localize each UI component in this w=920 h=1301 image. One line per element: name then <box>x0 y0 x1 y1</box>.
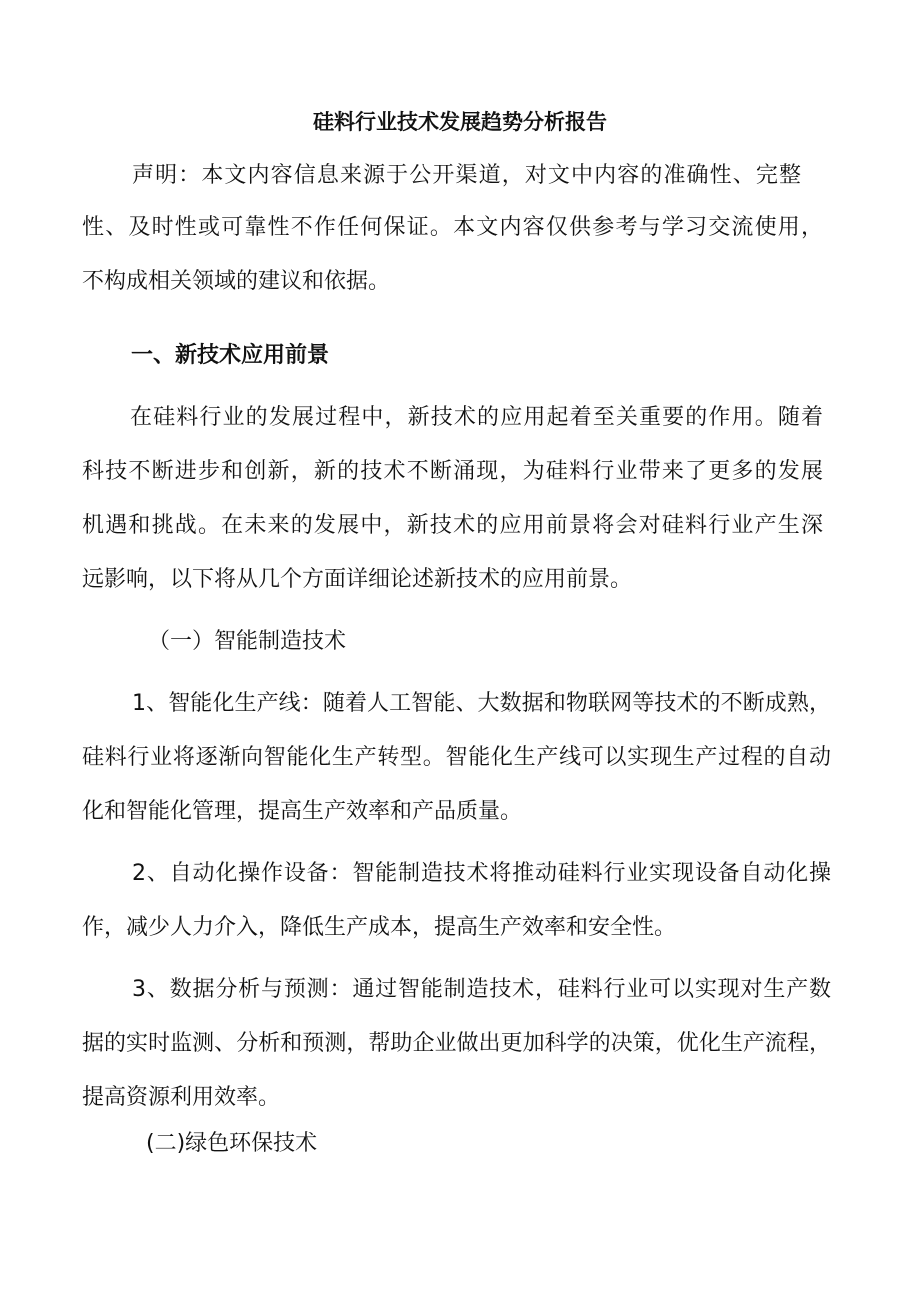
item-1-line-3: 化和智能化管理，提高生产效率和产品质量。 <box>82 799 523 824</box>
subsection-heading-2: (二)绿色环保技术 <box>146 1131 318 1156</box>
item-1-line-2: 硅料行业将逐渐向智能化生产转型。智能化生产线可以实现生产过程的自动 <box>82 745 831 770</box>
intro-line-4: 远影响，以下将从几个方面详细论述新技术的应用前景。 <box>82 567 633 592</box>
intro-line-1: 在硅料行业的发展过程中，新技术的应用起着至关重要的作用。随着 <box>130 405 823 430</box>
item-3-line-1: 3、数据分析与预测：通过智能制造技术，硅料行业可以实现对生产数 <box>132 977 831 1002</box>
intro-line-2: 科技不断进步和创新，新的技术不断涌现，为硅料行业带来了更多的发展 <box>82 459 823 484</box>
disclaimer-line-1: 声明：本文内容信息来源于公开渠道，对文中内容的准确性、完整 <box>132 163 801 188</box>
section-heading: 一、新技术应用前景 <box>131 343 330 368</box>
intro-line-3: 机遇和挑战。在未来的发展中，新技术的应用前景将会对硅料行业产生深 <box>82 513 823 538</box>
document-title: 硅料行业技术发展趋势分析报告 <box>313 110 607 134</box>
disclaimer-line-3: 不构成相关领域的建议和依据。 <box>82 269 391 294</box>
item-2-line-2: 作，减少人力介入，降低生产成本，提高生产效率和安全性。 <box>82 915 677 940</box>
disclaimer-line-2: 性、及时性或可靠性不作任何保证。本文内容仅供参考与学习交流使用， <box>82 215 823 240</box>
item-2-line-1: 2、自动化操作设备：智能制造技术将推动硅料行业实现设备自动化操 <box>132 861 831 886</box>
item-3-line-3: 提高资源利用效率。 <box>82 1085 281 1110</box>
item-3-line-2: 据的实时监测、分析和预测，帮助企业做出更加科学的决策，优化生产流程， <box>82 1031 831 1056</box>
item-1-line-1: 1、智能化生产线：随着人工智能、大数据和物联网等技术的不断成熟， <box>132 691 831 716</box>
subsection-heading-1: （一）智能制造技术 <box>148 629 347 654</box>
